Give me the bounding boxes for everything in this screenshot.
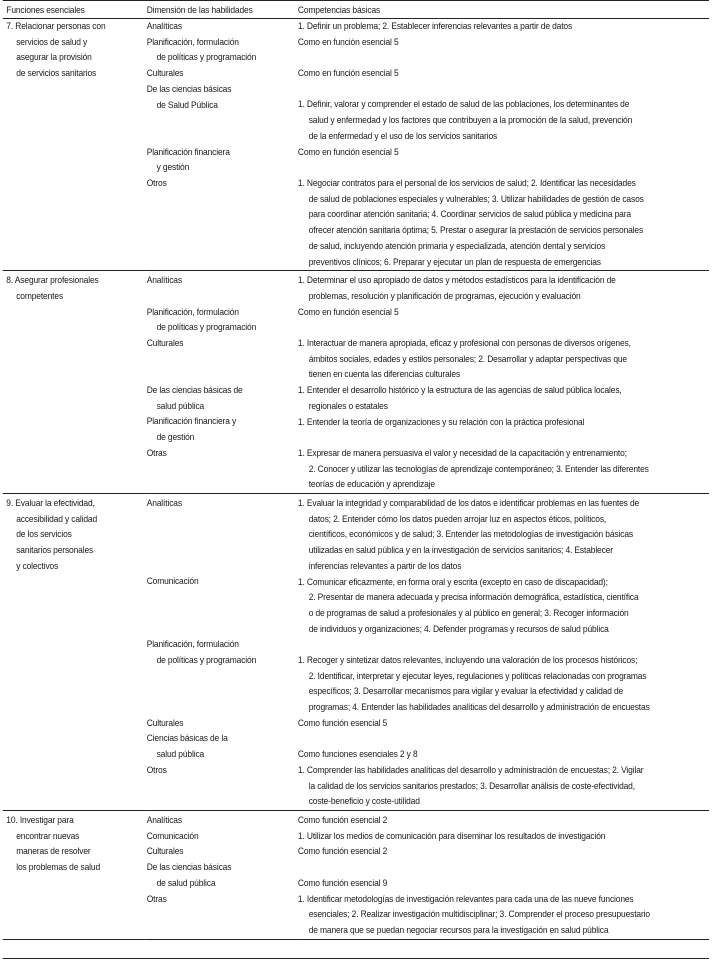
competency-line: regionales o estatales bbox=[308, 399, 388, 411]
skill-dimension-line: Culturales bbox=[146, 716, 184, 728]
function-group bbox=[3, 811, 709, 940]
skill-dimension-line: Otros bbox=[146, 763, 167, 775]
spacer bbox=[298, 159, 709, 175]
essential-function-line: 8. Asegurar profesionales bbox=[6, 274, 99, 286]
competency-line: de la enfermedad y el uso de los servicios sanitarios bbox=[308, 129, 498, 141]
competency-line: 1. Definir un problema; 2. Establecer inferencias relevantes a partir de datos bbox=[297, 20, 573, 31]
competency-line: 1. Entender la teoría de organizaciones y su relación con la práctica profesional bbox=[297, 415, 585, 427]
spacer bbox=[147, 922, 298, 938]
spacer bbox=[147, 222, 298, 238]
skill-dimension-line: Planificación, formulación bbox=[146, 35, 239, 47]
competency-line: 1. Recoger y sintetizar datos relevantes, incluyendo una valoración de los procesos históricos; bbox=[297, 654, 638, 666]
competency-line: esenciales; 2. Realizar investigación multidisciplinar; 3. Comprender el proceso presupuestario bbox=[308, 908, 650, 920]
skill-dimension-line: de políticas y programación bbox=[156, 653, 257, 665]
spacer bbox=[147, 906, 298, 922]
competency-line: 2. Conocer y utilizar las tecnologías de aprendizaje contemporáneo; 3. Entender las diferentes bbox=[308, 462, 649, 474]
essential-function-line: 9. Evaluar la efectividad, bbox=[6, 497, 95, 509]
essential-function-line: maneras de resolver bbox=[16, 845, 91, 857]
competency-line: científicos, económicos y de salud; 3. Entender las metodologías de investigación básicas bbox=[308, 528, 633, 540]
spacer bbox=[147, 668, 298, 684]
skill-dimension-line: Comunicación bbox=[146, 829, 199, 841]
competency-line: 1. Evaluar la integridad y comparabilidad de los datos e identificar problemas en las fuentes de bbox=[297, 497, 640, 509]
skill-dimension-cell bbox=[146, 271, 298, 494]
spacer bbox=[298, 731, 709, 747]
core-competencies-cell bbox=[298, 18, 709, 271]
spacer bbox=[147, 793, 298, 809]
competency-line: ofrecer atención sanitaria óptima; 5. Prestar o asegurar la prestación de servicios personales bbox=[308, 224, 644, 236]
skill-dimension-line: de salud pública bbox=[156, 876, 216, 888]
competency-line: tienen en cuenta las diferencias culturales bbox=[308, 368, 461, 380]
spacer bbox=[298, 81, 709, 97]
skill-dimension-line: Planificación, formulación bbox=[146, 305, 239, 317]
competency-line: específicos; 3. Desarrollar mecanismos para vigilar y evaluar la efectividad y calidad de bbox=[308, 685, 624, 697]
competency-line: inferencias relevantes a partir de los datos bbox=[308, 559, 462, 571]
skill-dimension-line: Analíticas bbox=[146, 274, 182, 286]
competency-line: 1. Entender el desarrollo histórico y la estructura de las agencias de salud pública locales, bbox=[297, 384, 622, 396]
essential-function-line: 7. Relacionar personas con bbox=[6, 20, 106, 31]
competency-line: Como en función esencial 5 bbox=[297, 305, 399, 317]
competency-line: de salud de poblaciones especiales y vulnerables; 3. Utilizar habilidades de gestión de casos bbox=[308, 192, 644, 204]
spacer bbox=[147, 288, 298, 304]
skill-dimension-line: Otras bbox=[146, 446, 167, 458]
skill-dimension-line: De las ciencias básicas de bbox=[146, 384, 243, 396]
competency-line: de salud, incluyendo atención primaria y especializada, atención dental y servicios bbox=[308, 239, 606, 251]
header-competencies: Competencias básicas bbox=[297, 4, 381, 15]
competency-line: 1. Expresar de manera persuasiva el valor y necesidad de la capacitación y entrenamiento; bbox=[297, 446, 627, 458]
essential-function-line: servicios de salud y bbox=[16, 35, 88, 47]
skill-dimension-cell bbox=[146, 494, 298, 811]
skill-dimension-line: Ciencias básicas de la bbox=[146, 732, 228, 744]
essential-function-line: asegurar la provisión bbox=[16, 51, 92, 63]
competency-line: salud y enfermedad y los factores que contribuyen a la promoción de la salud, prevención bbox=[308, 114, 633, 126]
essential-function-cell bbox=[3, 271, 146, 494]
competency-line: 1. Comunicar eficazmente, en forma oral y escrita (excepto en caso de discapacidad); bbox=[297, 575, 608, 587]
competency-line: 1. Determinar el uso apropiado de datos y métodos estadísticos para la identificación de bbox=[297, 274, 616, 286]
spacer bbox=[147, 683, 298, 699]
spacer bbox=[298, 859, 709, 875]
competency-line: datos; 2. Entender cómo los datos pueden arrojar luz en aspectos éticos, políticos, bbox=[308, 512, 607, 524]
spacer bbox=[147, 511, 298, 527]
competency-line: Como en función esencial 5 bbox=[297, 67, 399, 79]
essential-function-line: competentes bbox=[16, 289, 64, 301]
essential-function-cell bbox=[3, 18, 146, 271]
function-group bbox=[3, 18, 709, 271]
skill-dimension-line: salud pública bbox=[156, 748, 205, 760]
competency-line: Como función esencial 2 bbox=[297, 845, 388, 857]
competency-line: de individuos y organizaciones; 4. Defender programas y recursos de salud pública bbox=[308, 622, 609, 634]
skill-dimension-line: Culturales bbox=[146, 337, 184, 348]
essential-function-line: y colectivos bbox=[16, 559, 59, 571]
spacer bbox=[147, 542, 298, 558]
spacer bbox=[298, 49, 709, 65]
skill-dimension-line: De las ciencias básicas bbox=[146, 82, 232, 94]
skill-dimension-line: Culturales bbox=[146, 67, 184, 79]
competency-line: para coordinar atención sanitaria; 4. Coordinar servicios de salud pública y medicina para bbox=[308, 208, 631, 220]
essential-function-line: sanitarios personales bbox=[16, 544, 94, 556]
skill-dimension-line: Comunicación bbox=[146, 575, 199, 587]
skill-dimension-line: salud pública bbox=[156, 399, 205, 411]
competency-line: o de programas de salud a profesionales y al público en general; 3. Recoger información bbox=[308, 606, 629, 618]
skill-dimension-line: Planificación financiera y bbox=[146, 415, 237, 427]
spacer bbox=[147, 238, 298, 254]
competency-line: 1. Utilizar los medios de comunicación para diseminar los resultados de investigación bbox=[297, 829, 606, 841]
competency-line: 2. Presentar de manera adecuada y precisa información demográfica, estadística, científica bbox=[308, 591, 639, 603]
competency-line: preventivos clínicos; 6. Preparar y ejecutar un plan de respuesta de emergencias bbox=[308, 255, 601, 267]
spacer bbox=[147, 366, 298, 382]
competency-line: Como funciones esenciales 2 y 8 bbox=[297, 748, 418, 760]
spacer bbox=[147, 621, 298, 637]
spacer bbox=[147, 589, 298, 605]
spacer bbox=[147, 253, 298, 269]
skill-dimension-line: Planificación financiera bbox=[146, 145, 230, 157]
spacer bbox=[147, 778, 298, 794]
skill-dimension-line: Analíticas bbox=[146, 814, 182, 826]
skill-dimension-line: Otras bbox=[146, 892, 167, 904]
competency-line: Como función esencial 5 bbox=[297, 716, 388, 728]
spacer bbox=[147, 191, 298, 207]
essential-function-line: 10. Investigar para bbox=[6, 814, 74, 826]
skill-dimension-cell bbox=[146, 18, 298, 271]
competency-line: 1. Definir, valorar y comprender el estado de salud de las poblaciones, los determinantes de bbox=[297, 98, 630, 110]
competency-line: problemas, resolución y planificación de programas, ejecución y evaluación bbox=[308, 289, 581, 301]
skill-dimension-line: Culturales bbox=[146, 845, 184, 857]
spacer bbox=[147, 206, 298, 222]
skill-dimension-line: De las ciencias básicas bbox=[146, 861, 232, 873]
essential-function-line: accesibilidad y calidad bbox=[16, 512, 98, 524]
essential-function-cell bbox=[3, 811, 146, 940]
essential-function-line: de los servicios bbox=[16, 528, 72, 540]
competencies-table bbox=[3, 1, 709, 940]
table-body bbox=[3, 18, 709, 939]
skill-dimension-line: Otros bbox=[146, 177, 167, 188]
skill-dimension-line: Analíticas bbox=[146, 20, 182, 31]
spacer bbox=[298, 429, 709, 445]
competency-line: Como función esencial 9 bbox=[297, 876, 388, 888]
spacer bbox=[147, 526, 298, 542]
competency-line: Como en función esencial 5 bbox=[297, 145, 399, 157]
essential-function-line: encontrar nuevas bbox=[16, 829, 80, 841]
spacer bbox=[147, 112, 298, 128]
competency-line: 1. Identificar metodologías de investigación relevantes para cada una de las nueve funciones bbox=[297, 892, 634, 904]
header-functions: Funciones esenciales bbox=[6, 4, 85, 15]
competency-line: programas; 4. Entender las habilidades analíticas del desarrollo y administración de encuestas bbox=[308, 701, 650, 713]
spacer bbox=[298, 319, 709, 335]
core-competencies-cell bbox=[298, 494, 709, 811]
spacer bbox=[147, 351, 298, 367]
competency-line: la calidad de los servicios sanitarios prestados; 3. Desarrollar análisis de coste-efectividad, bbox=[308, 779, 635, 791]
competency-line: Como función esencial 2 bbox=[297, 814, 388, 826]
competency-line: 1. Interactuar de manera apropiada, eficaz y profesional con personas de diversos orígenes, bbox=[297, 337, 631, 348]
essential-function-line: de servicios sanitarios bbox=[16, 67, 97, 79]
competency-line: Como en función esencial 5 bbox=[297, 35, 399, 47]
skill-dimension-line: Analíticas bbox=[146, 497, 182, 509]
function-group bbox=[3, 271, 709, 494]
skill-dimension-line: de políticas y programación bbox=[156, 321, 257, 333]
competency-line: 1. Negociar contratos para el personal de los servicios de salud; 2. Identificar las necesidades bbox=[297, 176, 636, 188]
skill-dimension-line: y gestión bbox=[156, 161, 190, 173]
spacer bbox=[147, 476, 298, 492]
core-competencies-cell bbox=[298, 271, 709, 494]
competency-line: teorías de educación y aprendizaje bbox=[308, 478, 435, 490]
skill-dimension-cell bbox=[146, 811, 298, 940]
header-dimension: Dimensión de las habilidades bbox=[146, 4, 253, 15]
competency-line: utilizadas en salud pública y en la investigación de servicios sanitarios; 4. Establecer bbox=[308, 544, 613, 556]
skill-dimension-line: de Salud Pública bbox=[156, 98, 218, 110]
competency-line: ámbitos sociales, edades y estilos personales; 2. Desarrollar y adaptar perspectivas que bbox=[308, 352, 628, 364]
competency-line: de manera que se puedan negociar recursos para la investigación en salud pública bbox=[308, 923, 609, 935]
function-group bbox=[3, 494, 709, 811]
competency-line: 2. Identificar, interpretar y ejecutar leyes, regulaciones y políticas relacionadas con programas bbox=[308, 669, 647, 681]
spacer bbox=[147, 128, 298, 144]
essential-function-line: los problemas de salud bbox=[16, 861, 101, 873]
spacer bbox=[147, 461, 298, 477]
core-competencies-cell bbox=[298, 811, 709, 940]
skill-dimension-line: de políticas y programación bbox=[156, 51, 257, 63]
competency-line: coste-beneficio y coste-utilidad bbox=[308, 795, 420, 807]
spacer bbox=[147, 699, 298, 715]
spacer bbox=[147, 558, 298, 574]
skill-dimension-line: de gestión bbox=[156, 431, 195, 443]
competency-line: 1. Comprender las habilidades analíticas del desarrollo y administración de encuestas; 2. Vigilar bbox=[297, 763, 644, 775]
essential-function-cell bbox=[3, 494, 146, 811]
spacer bbox=[298, 636, 709, 652]
table-header-row bbox=[3, 1, 709, 18]
skill-dimension-line: Planificación, formulación bbox=[146, 638, 239, 650]
table-bottom-rule bbox=[3, 958, 709, 959]
spacer bbox=[147, 605, 298, 621]
